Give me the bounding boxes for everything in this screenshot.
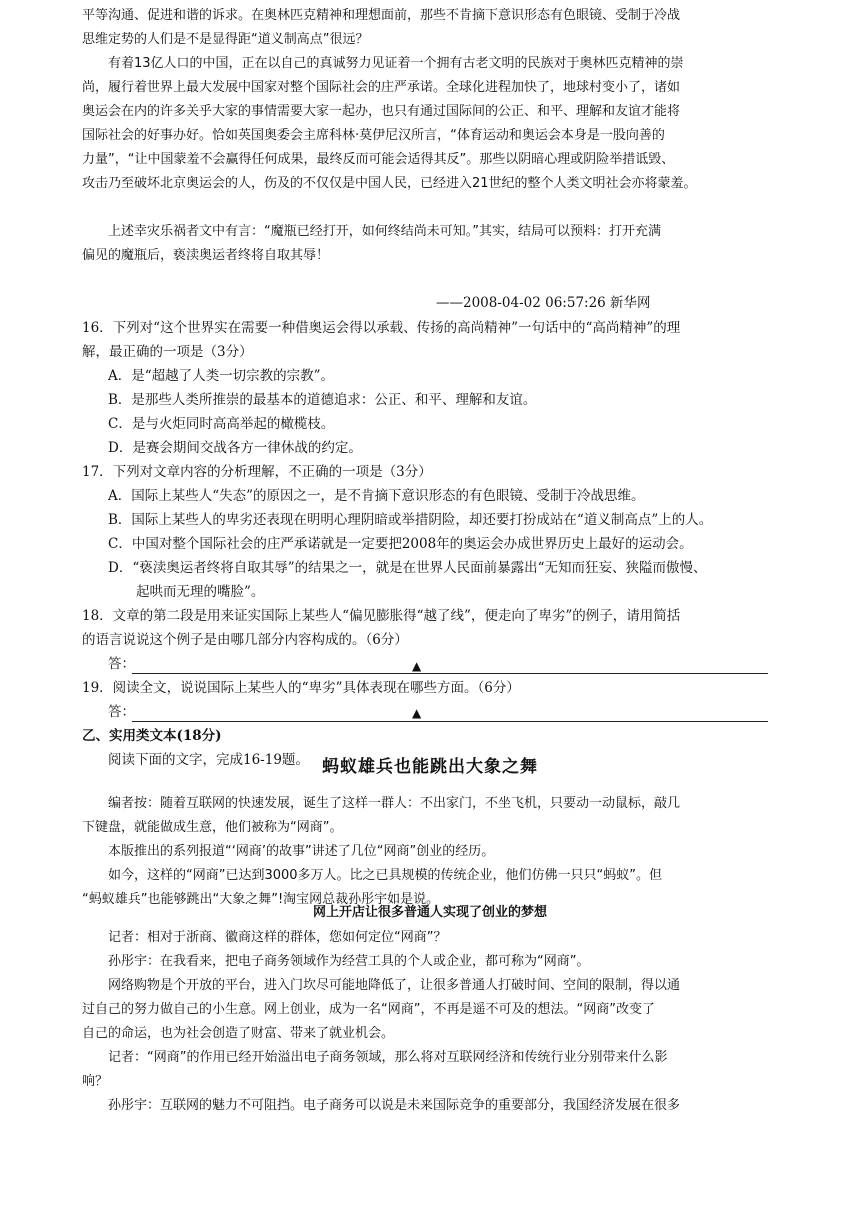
passage-line: 攻击乃至破坏北京奥运会的人，伤及的不仅仅是中国人民，已经进入21世纪的整个人类文明社会亦将蒙羞。	[82, 176, 697, 191]
question-17-option-b: B．国际上某些人的卑劣还表现在明明心理阴暗或举措阴险，却还要打扮成站在“道义制高点”上的人。	[108, 512, 713, 528]
question-16-stem-cont: 解，最正确的一项是（3分）	[82, 344, 253, 360]
question-16-option-c: C．是与火炬同时高高举起的橄榄枝。	[108, 416, 335, 432]
question-17-stem: 17．下列对文章内容的分析理解，不正确的一项是（3分）	[82, 464, 432, 480]
section-instruction: 阅读下面的文字，完成16-19题。	[108, 752, 309, 768]
article-line: 如今，这样的“网商”已达到3000多万人。比之已具规模的传统企业，他们仿佛一只只“蚂蚁”。但	[108, 868, 663, 883]
question-16-option-d: D．是赛会期间交战各方一律休战的约定。	[108, 440, 362, 456]
question-16-stem: 16．下列对“这个世界实在需要一种借奥运会得以承载、传扬的高尚精神”一句话中的“高尚精神”的理	[82, 320, 681, 336]
question-16-option-b: B．是那些人类所推崇的最基本的道德追求：公正、和平、理解和友谊。	[108, 392, 537, 408]
question-17-option-d-cont: 起哄而无理的嘴脸”。	[136, 584, 265, 600]
answer-marker-icon: ▲	[412, 659, 422, 673]
question-18-stem-cont: 的语言说说这个例子是由哪几部分内容构成的。（6分）	[82, 632, 408, 648]
question-19-stem: 19．阅读全文，说说国际上某些人的“卑劣”具体表现在哪些方面。（6分）	[82, 680, 520, 696]
interview-line: 响？	[82, 1074, 109, 1089]
interview-line: 自己的命运，也为社会创造了财富、带来了就业机会。	[82, 1026, 395, 1041]
answer-line-19[interactable]	[132, 721, 768, 722]
passage-line: 力量”，“让中国蒙羞不会赢得任何成果，最终反而可能会适得其反”。那些以阴暗心理或阴险举措诋毁、	[82, 152, 675, 167]
passage-line: 上述幸灾乐祸者文中有言：“魔瓶已经打开，如何终结尚未可知。”其实，结局可以预料：打开充满	[108, 224, 661, 239]
source-attribution: ——2008-04-02 06:57:26 新华网	[436, 295, 651, 311]
article-line: “蚂蚁雄兵”也能够跳出“大象之舞”!淘宝网总裁孙彤宇如是说。	[82, 892, 440, 907]
interview-line: 网络购物是个开放的平台，进入门坎尽可能地降低了，让很多普通人打破时间、空间的限制，得以通	[108, 978, 681, 993]
article-line: 下键盘，就能做成生意，他们被称为“网商”。	[82, 820, 343, 835]
interview-line: 记者：“网商”的作用已经开始溢出电子商务领域，那么将对互联网经济和传统行业分别带来什么影	[108, 1050, 668, 1065]
passage-line: 偏见的魔瓶后，亵渎奥运者终将自取其辱！	[82, 248, 330, 263]
article-line: 本版推出的系列报道“‘网商’的故事”讲述了几位“网商”创业的经历。	[108, 844, 495, 859]
passage-line: 平等沟通、促进和谐的诉求。在奥林匹克精神和理想面前，那些不肯摘下意识形态有色眼镜、受制于冷战	[82, 8, 681, 23]
article-line: 编者按：随着互联网的快速发展，诞生了这样一群人：不出家门，不坐飞机，只要动一动鼠标，敲几	[108, 796, 681, 811]
question-16-option-a: A．是“超越了人类一切宗教的宗教”。	[108, 368, 335, 384]
answer-marker-icon: ▲	[412, 706, 422, 720]
question-18-stem: 18．文章的第二段是用来证实国际上某些人“偏见膨胀得“越了线”，便走向了卑劣”的例子，请用简括	[82, 608, 681, 624]
passage-line: 有着13亿人口的中国，正在以自己的真诚努力见证着一个拥有古老文明的民族对于奥林匹克精神的崇	[108, 56, 684, 71]
interview-line: 孙彤宇：在我看来，把电子商务领域作为经营工具的个人或企业，都可称为“网商”。	[108, 954, 590, 969]
question-17-option-a: A．国际上某些人“失态”的原因之一，是不肯摘下意识形态的有色眼镜、受制于冷战思维。	[108, 488, 645, 504]
question-17-option-d: D．“亵渎奥运者终将自取其辱”的结果之一，就是在世界人民面前暴露出“无知而狂妄、狭隘而傲慢、	[108, 560, 707, 576]
interview-line: 过自己的努力做自己的小生意。网上创业，成为一名“网商”，不再是遥不可及的想法。“网商”改变了	[82, 1002, 655, 1017]
section-heading: 乙、实用类文本(18分)	[82, 728, 222, 744]
question-17-option-c: C．中国对整个国际社会的庄严承诺就是一定要把2008年的奥运会办成世界历史上最好的运动会。	[108, 536, 693, 552]
interview-line: 孙彤宇：互联网的魅力不可阻挡。电子商务可以说是未来国际竞争的重要部分，我国经济发展在很多	[108, 1098, 681, 1113]
answer-line-18[interactable]	[132, 673, 768, 674]
article-subtitle: 网上开店让很多普通人实现了创业的梦想	[312, 905, 547, 920]
passage-line: 尚，履行着世界上最大发展中国家对整个国际社会的庄严承诺。全球化进程加快了，地球村变小了，诸如	[82, 80, 681, 95]
passage-line: 国际社会的好事办好。恰如英国奥委会主席科林·莫伊尼汉所言，“体育运动和奥运会本身是一股向善的	[82, 128, 665, 143]
interview-line: 记者：相对于浙商、徽商这样的群体，您如何定位“网商”？	[108, 930, 447, 945]
article-title: 蚂蚁雄兵也能跳出大象之舞	[322, 757, 538, 777]
passage-line: 奥运会在内的许多关乎大家的事情需要大家一起办，也只有通过国际间的公正、和平、理解和友谊才能将	[82, 104, 681, 119]
passage-line: 思维定势的人们是不是显得距“道义制高点”很远？	[82, 32, 369, 47]
answer-label: 答：	[108, 704, 135, 720]
answer-label: 答：	[108, 656, 135, 672]
